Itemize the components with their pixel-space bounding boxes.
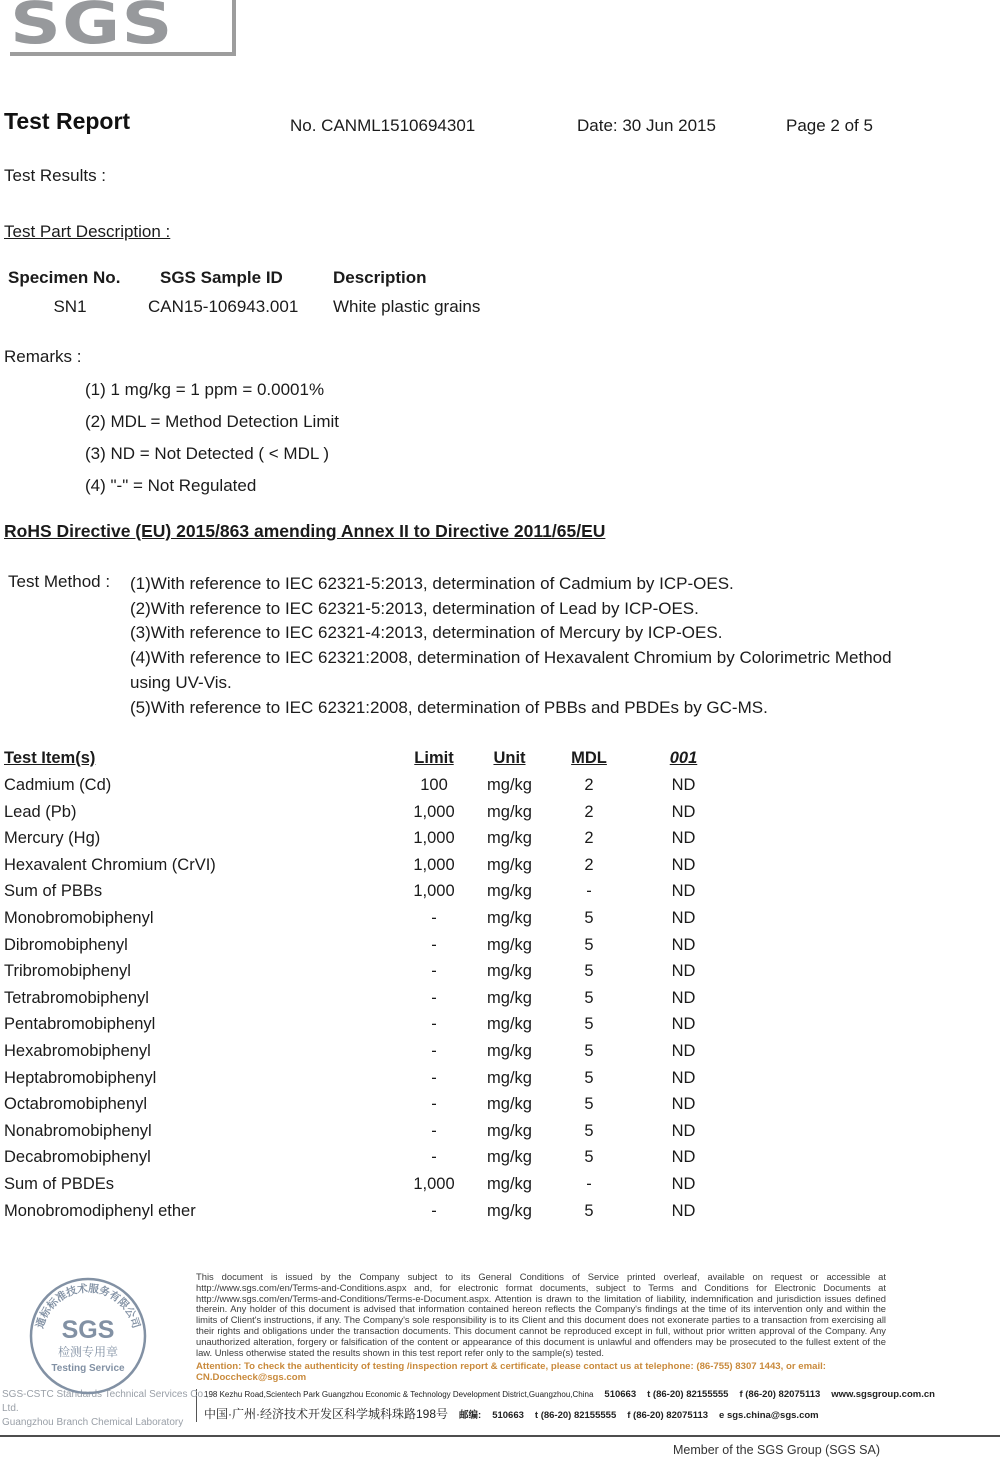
testing-service-stamp [28, 1276, 148, 1396]
result-unit: mg/kg [487, 935, 532, 954]
result-unit: mg/kg [487, 1015, 532, 1034]
result-limit: 100 [420, 776, 448, 795]
result-value: ND [671, 988, 696, 1007]
result-limit: 1,000 [413, 882, 455, 901]
result-limit: 1,000 [413, 1174, 455, 1193]
col-header-limit: Limit [414, 748, 454, 767]
result-item-name: Hexavalent Chromium (CrVI) [4, 855, 216, 874]
postal-code-cn: 510663 [492, 1410, 524, 1422]
page-indicator: Page 2 of 5 [786, 116, 873, 135]
col-header-unit: Unit [493, 748, 526, 767]
stamp-arc-text: 通标标准技术服务有限公司 [34, 1282, 142, 1330]
report-number: No. CANML1510694301 [290, 116, 476, 135]
result-limit: 1,000 [413, 829, 455, 848]
company-lines [2, 1388, 212, 1430]
result-item-name: Tetrabromobiphenyl [4, 988, 149, 1007]
result-item-name: Sum of PBBs [4, 882, 103, 901]
result-mdl: 5 [584, 1201, 594, 1220]
result-mdl: 5 [584, 1095, 594, 1114]
result-row [4, 985, 746, 1012]
remarks-label: Remarks : [4, 347, 82, 366]
text-line: (3)With reference to IEC 62321-4:2013, determination of Mercury by ICP-OES. [130, 623, 723, 643]
result-unit: mg/kg [487, 1068, 532, 1087]
result-value: ND [671, 829, 696, 848]
result-item-name: Cadmium (Cd) [4, 776, 112, 795]
sample-id-value: CAN15-106943.001 [148, 297, 299, 316]
result-row [4, 772, 746, 799]
result-value: ND [671, 776, 696, 795]
result-limit: - [431, 1095, 437, 1114]
result-value: ND [671, 1095, 696, 1114]
specimen-no-value: SN1 [53, 297, 87, 316]
result-unit: mg/kg [487, 802, 532, 821]
result-row [4, 825, 746, 852]
result-row [4, 1091, 746, 1118]
result-limit: - [431, 1201, 437, 1220]
text-line: (2)With reference to IEC 62321-5:2013, determination of Lead by ICP-OES. [130, 598, 699, 618]
result-limit: - [431, 1148, 437, 1167]
footer-text [196, 1268, 988, 1427]
result-value: ND [671, 855, 696, 874]
result-limit: 1,000 [413, 802, 455, 821]
result-mdl: 5 [584, 935, 594, 954]
telephone-en: t (86-20) 82155555 [647, 1389, 729, 1401]
sgs-logo-text: SGS [10, 0, 174, 57]
result-value: ND [671, 908, 696, 927]
result-value: ND [671, 1201, 696, 1220]
result-unit: mg/kg [487, 962, 532, 981]
result-row [4, 799, 746, 826]
text-line: (2) MDL = Method Detection Limit [85, 412, 339, 431]
result-value: ND [671, 1041, 696, 1060]
result-mdl: 5 [584, 962, 594, 981]
result-unit: mg/kg [487, 988, 532, 1007]
test-part-description-label: Test Part Description : [4, 222, 171, 241]
sgs-logo [10, 0, 236, 56]
stamp-seal-label: 检测专用章 [57, 1345, 119, 1359]
result-unit: mg/kg [487, 908, 532, 927]
result-unit: mg/kg [487, 1201, 532, 1220]
result-limit: - [431, 1041, 437, 1060]
result-item-name: Octabromobiphenyl [4, 1095, 148, 1114]
result-limit: - [431, 1068, 437, 1087]
page-title: Test Report [4, 108, 131, 134]
address-cn: 中国·广州·经济技术开发区科学城科珠路198号 [204, 1407, 449, 1422]
result-item-name: Decabromobiphenyl [4, 1148, 151, 1167]
result-value: ND [671, 1148, 696, 1167]
result-row [4, 1171, 746, 1198]
address-row-cn [204, 1405, 988, 1422]
result-item-name: Dibromobiphenyl [4, 935, 128, 954]
fax-cn: f (86-20) 82075113 [627, 1410, 709, 1422]
address-en: 198 Kezhu Road,Scientech Park Guangzhou Economic & Technology Development District,Guangzhou,China [204, 1390, 594, 1400]
result-item-name: Heptabromobiphenyl [4, 1068, 157, 1087]
stamp-service-label: Testing Service [51, 1363, 125, 1374]
address-row-en [204, 1389, 988, 1400]
sgs-member-line: Member of the SGS Group (SGS SA) [0, 1435, 1000, 1457]
test-method-list [130, 572, 912, 720]
result-row [4, 852, 746, 879]
text-line: (4) "-" = Not Regulated [85, 476, 257, 495]
website-url: www.sgsgroup.com.cn [831, 1389, 935, 1401]
result-unit: mg/kg [487, 1041, 532, 1060]
report-header [0, 108, 1000, 142]
result-limit: - [431, 1015, 437, 1034]
remarks-list [85, 380, 1000, 495]
test-method-label: Test Method : [8, 572, 111, 591]
col-header-mdl: MDL [571, 748, 607, 767]
result-limit: - [431, 908, 437, 927]
stamp-area [0, 1268, 209, 1428]
result-row [4, 958, 746, 985]
results-table [4, 744, 746, 1224]
result-unit: mg/kg [487, 882, 532, 901]
result-row [4, 1065, 746, 1092]
results-header-row [4, 744, 746, 772]
result-mdl: 5 [584, 1015, 594, 1034]
result-mdl: 2 [584, 829, 594, 848]
result-mdl: - [586, 1174, 592, 1193]
result-row [4, 905, 746, 932]
email-address: e sgs.china@sgs.com [719, 1410, 819, 1422]
specimen-col-header: Specimen No. [8, 268, 121, 287]
test-results-label: Test Results : [4, 166, 107, 185]
postal-label-cn: 邮编: [459, 1410, 482, 1422]
result-item-name: Monobromodiphenyl ether [4, 1201, 196, 1220]
footer [0, 1268, 1000, 1457]
result-row [4, 879, 746, 906]
specimen-table [0, 268, 1000, 317]
result-limit: - [431, 935, 437, 954]
address-block [196, 1389, 988, 1422]
text-line: (4)With reference to IEC 62321:2008, determination of Hexavalent Chromium by Colorimetric Method using UV-Vis. [130, 648, 892, 692]
result-mdl: - [586, 882, 592, 901]
result-row [4, 1012, 746, 1039]
result-unit: mg/kg [487, 1095, 532, 1114]
result-row [4, 1038, 746, 1065]
result-row [4, 1198, 746, 1225]
result-mdl: 5 [584, 1068, 594, 1087]
result-item-name: Lead (Pb) [4, 802, 77, 821]
result-mdl: 5 [584, 1121, 594, 1140]
result-mdl: 5 [584, 908, 594, 927]
result-row [4, 1145, 746, 1172]
fax-en: f (86-20) 82075113 [739, 1389, 821, 1401]
company-branch-line: Guangzhou Branch Chemical Laboratory [2, 1417, 184, 1428]
postal-code-en: 510663 [604, 1389, 637, 1401]
result-mdl: 2 [584, 802, 594, 821]
result-mdl: 5 [584, 1148, 594, 1167]
description-value: White plastic grains [333, 297, 481, 316]
result-row [4, 1118, 746, 1145]
text-line: (1)With reference to IEC 62321-5:2013, determination of Cadmium by ICP-OES. [130, 574, 734, 593]
text-line: (3) ND = Not Detected ( < MDL ) [85, 444, 330, 463]
company-name-line: SGS-CSTC Standards Technical Services Co., Ltd. [2, 1389, 209, 1414]
legal-disclaimer: This document is issued by the Company subject to its General Conditions of Service printed overleaf, available on request or accessible at http://www.sgs.com/en/Terms-and-Conditions.aspx and, for electronic format documents, subject to Terms and Conditions for Electronic Documents at http://www.sgs.com/en/Terms-and-Conditions/Terms-e-Document.aspx. Attention is drawn to the limitation of liability, indemnification and jurisdiction issues defined therein. Any holder of this document is advised that information contained hereon reflects the Company's findings at the time of its intervention only and within the limits of Client's instructions, if any. The Company's sole responsibility is to its Client and this document does not exonerate parties to a transaction from exercising all their rights and obligations under the transaction documents. This document cannot be reproduced except in full, without prior written approval of the Company. Any unauthorized alteration, forgery or falsification of the content or appearance of this document is unlawful and offenders may be prosecuted to the fullest extent of the law. Unless otherwise stated the results shown in this test report refer only to the sample(s) tested. [196, 1271, 886, 1358]
result-unit: mg/kg [487, 1174, 532, 1193]
result-mdl: 2 [584, 776, 594, 795]
result-mdl: 5 [584, 988, 594, 1007]
sample-id-col-header: SGS Sample ID [160, 268, 283, 287]
result-value: ND [671, 1174, 696, 1193]
text-line: (1) 1 mg/kg = 1 ppm = 0.0001% [85, 380, 325, 399]
result-mdl: 5 [584, 1041, 594, 1060]
authenticity-attention: Attention: To check the authenticity of testing /inspection report & certificate, please contact us at telephone: (86-755) 8307 1443, or email: CN.Doccheck@sgs.com [196, 1361, 826, 1384]
telephone-cn: t (86-20) 82155555 [534, 1410, 617, 1422]
rohs-directive-heading: RoHS Directive (EU) 2015/863 amending Annex II to Directive 2011/65/EU [4, 521, 606, 541]
test-method-section [8, 572, 1000, 720]
result-value: ND [671, 1015, 696, 1034]
result-value: ND [671, 882, 696, 901]
result-mdl: 2 [584, 855, 594, 874]
result-unit: mg/kg [487, 1121, 532, 1140]
text-line: (5)With reference to IEC 62321:2008, determination of PBBs and PBDEs by GC-MS. [130, 697, 768, 717]
result-unit: mg/kg [487, 855, 532, 874]
result-value: ND [671, 935, 696, 954]
result-unit: mg/kg [487, 776, 532, 795]
result-row [4, 932, 746, 959]
col-header-test-items: Test Item(s) [4, 748, 96, 767]
stamp-sgs-text: SGS [61, 1316, 115, 1344]
result-item-name: Sum of PBDEs [4, 1174, 115, 1193]
result-item-name: Nonabromobiphenyl [4, 1121, 152, 1140]
description-col-header: Description [333, 268, 427, 287]
result-value: ND [671, 1068, 696, 1087]
result-limit: - [431, 988, 437, 1007]
report-date: Date: 30 Jun 2015 [577, 116, 716, 135]
result-limit: - [431, 962, 437, 981]
result-item-name: Tribromobiphenyl [4, 962, 131, 981]
result-limit: - [431, 1121, 437, 1140]
result-unit: mg/kg [487, 829, 532, 848]
result-item-name: Mercury (Hg) [4, 829, 101, 848]
result-value: ND [671, 802, 696, 821]
result-unit: mg/kg [487, 1148, 532, 1167]
result-item-name: Hexabromobiphenyl [4, 1041, 151, 1060]
svg-text:通标标准技术服务有限公司 [33, 1282, 143, 1330]
result-value: ND [671, 962, 696, 981]
result-limit: 1,000 [413, 855, 455, 874]
result-item-name: Pentabromobiphenyl [4, 1015, 156, 1034]
result-item-name: Monobromobiphenyl [4, 908, 154, 927]
result-value: ND [671, 1121, 696, 1140]
col-header-sample-001: 001 [669, 748, 698, 767]
